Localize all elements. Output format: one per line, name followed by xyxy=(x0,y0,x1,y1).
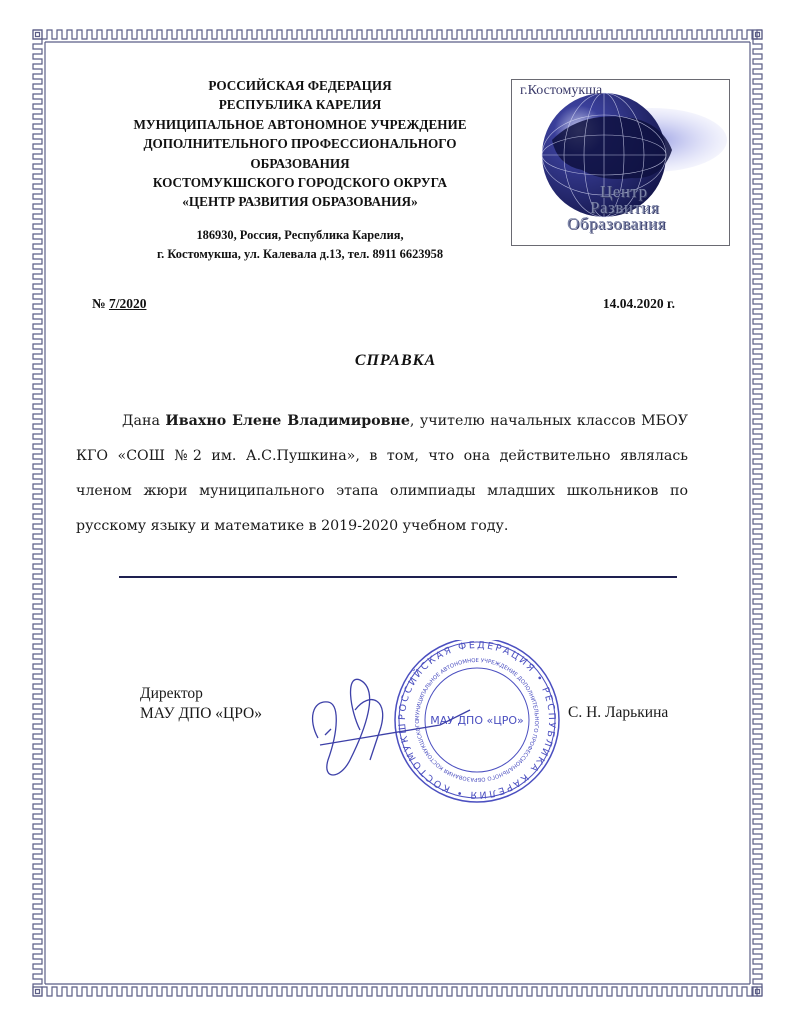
logo-text-line: Центр xyxy=(600,182,648,201)
border-segment xyxy=(753,987,762,996)
org-line: РЕСПУБЛИКА КАРЕЛИЯ xyxy=(218,97,382,113)
logo-text-line: Образования xyxy=(567,214,666,233)
number-value: 7/2020 xyxy=(108,296,147,311)
role-line: МАУ ДПО «ЦРО» xyxy=(140,705,262,722)
stamp-and-signature xyxy=(300,640,560,820)
border-segment xyxy=(33,30,42,39)
stamp-icon xyxy=(300,640,559,802)
signatory-name: С. Н. Ларькина xyxy=(568,704,669,721)
logo xyxy=(511,79,730,246)
border-segment xyxy=(753,30,762,996)
logo-city: г.Костомукша xyxy=(520,83,603,98)
org-line: КОСТОМУКШСКОГО ГОРОДСКОГО ОКРУГА xyxy=(152,175,448,191)
document-date: 14.04.2020 г. xyxy=(602,296,675,311)
border-segment xyxy=(33,987,762,996)
document-title: СПРАВКА xyxy=(354,352,437,369)
org-line: ОБРАЗОВАНИЯ xyxy=(250,155,350,171)
stamp-outer-text: РОССИЙСКАЯ ФЕДЕРАЦИЯ • РЕСПУБЛИКА КАРЕЛИЯ • КОСТОМУКШ xyxy=(396,640,558,801)
organization-header xyxy=(100,76,500,212)
logo-text-line: Развития xyxy=(590,198,660,217)
signature-icon xyxy=(313,679,470,775)
number-prefix: № xyxy=(92,296,106,311)
border-segment xyxy=(33,30,762,39)
body-text: , учителю начальных классов МБОУ КГО «СОШ №2 им. А.С.Пушкина», в том, что она действительно являлась членом жюри муниципального этапа олимпиады младших школьников по русскому языку и математике в 2019-2020 учебном году. xyxy=(76,413,688,534)
address-line: 186930, Россия, Республика Карелия, xyxy=(196,228,404,242)
org-line: «ЦЕНТР РАЗВИТИЯ ОБРАЗОВАНИЯ» xyxy=(182,194,418,210)
stamp-inner-text: МУНИЦИПАЛЬНОЕ АВТОНОМНОЕ УЧРЕЖДЕНИЕ ДОПОЛНИТЕЛЬНОГО ПРОФЕССИОНАЛЬНОГО ОБРАЗОВАНИЯ КОСТОМУКШСКОГО xyxy=(414,657,540,783)
border-segment xyxy=(36,33,40,37)
border-segment xyxy=(756,990,760,994)
border-segment xyxy=(33,30,42,996)
org-line: РОССИЙСКАЯ ФЕДЕРАЦИЯ xyxy=(208,78,392,93)
border-segment xyxy=(753,30,762,39)
org-line: ДОПОЛНИТЕЛЬНОГО ПРОФЕССИОНАЛЬНОГО xyxy=(143,136,457,152)
border-segment xyxy=(36,990,40,994)
recipient-name: Ивахно Елене Владимировне xyxy=(165,413,410,429)
stamp-center-text: МАУ ДПО «ЦРО» xyxy=(430,714,524,727)
body-intro: Дана xyxy=(122,413,160,429)
role-line: Директор xyxy=(140,685,203,702)
signatory-role xyxy=(140,684,262,724)
organization-address xyxy=(100,226,500,264)
border-segment xyxy=(756,33,760,37)
border-segment xyxy=(33,987,42,996)
divider-line xyxy=(119,576,677,578)
document-number xyxy=(92,296,146,312)
org-line: МУНИЦИПАЛЬНОЕ АВТОНОМНОЕ УЧРЕЖДЕНИЕ xyxy=(133,116,467,132)
address-line: г. Костомукша, ул. Калевала д.13, тел. 8911 6623958 xyxy=(156,247,444,261)
document-body xyxy=(76,404,688,544)
